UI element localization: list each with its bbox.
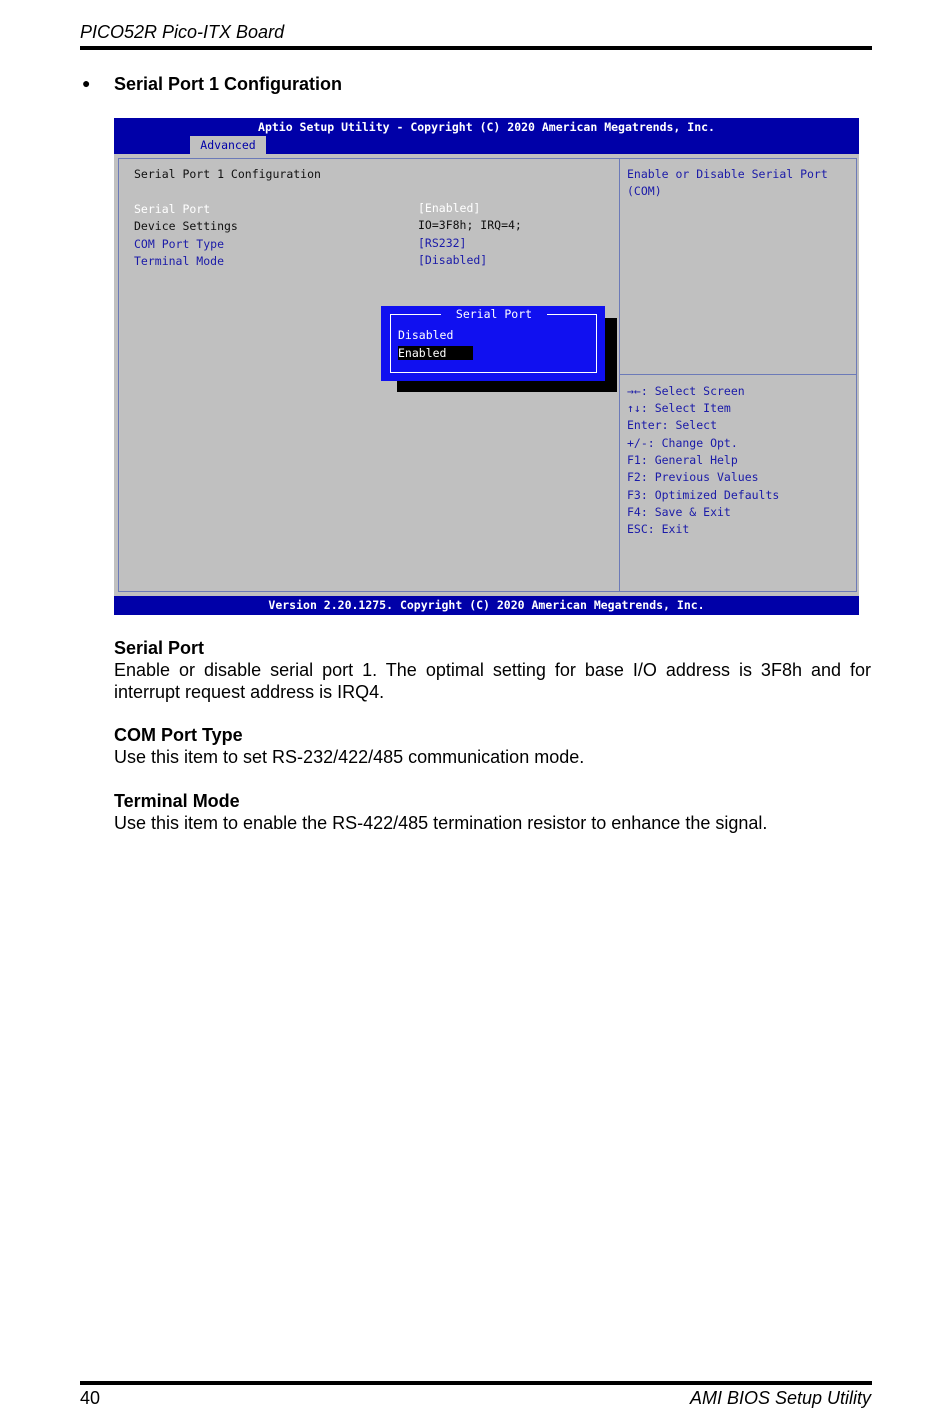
serial-port-popup[interactable]: [381, 306, 605, 381]
bios-bottom-bar: [114, 596, 859, 615]
page-number: 40: [80, 1388, 101, 1408]
setting-terminal-mode-value[interactable]: [Disabled]: [418, 253, 488, 267]
bios-horizontal-divider: [620, 374, 856, 375]
key-hint-enter: Enter: Select: [627, 418, 718, 432]
desc-text-com-port-type: Use this item to set RS-232/422/485 communication mode.: [114, 747, 585, 767]
page-header: PICO52R Pico-ITX Board: [80, 22, 285, 42]
popup-title: Serial Port: [441, 307, 547, 321]
setting-terminal-mode-label[interactable]: Terminal Mode: [134, 254, 225, 268]
bios-version-text: Version 2.20.1275. Copyright (C) 2020 American Megatrends, Inc.: [268, 598, 705, 612]
footer-rule: [80, 1381, 872, 1385]
key-hint-f1: F1: General Help: [627, 453, 738, 467]
key-hint-select-screen: →←: Select Screen: [627, 384, 745, 398]
desc-heading-serial-port: Serial Port: [114, 638, 205, 658]
setting-device-settings-label: Device Settings: [134, 219, 238, 233]
key-hint-esc: ESC: Exit: [627, 522, 690, 536]
key-hint-change-opt: +/-: Change Opt.: [627, 436, 738, 450]
desc-text-terminal-mode: Use this item to enable the RS-422/485 termination resistor to enhance the signal.: [114, 813, 768, 833]
setting-serial-port-value[interactable]: [Enabled]: [418, 201, 481, 215]
bullet-icon: ●: [82, 75, 91, 91]
help-text-line-1: Enable or Disable Serial Port: [627, 167, 828, 181]
key-hint-select-item: ↑↓: Select Item: [627, 401, 731, 415]
setting-device-settings-value: IO=3F8h; IRQ=4;: [418, 218, 522, 232]
help-text-line-2: (COM): [627, 184, 662, 198]
bios-screenshot: [114, 118, 859, 615]
tab-advanced[interactable]: Advanced: [190, 136, 266, 154]
key-hint-f3: F3: Optimized Defaults: [627, 488, 780, 502]
desc-text-serial-port: Enable or disable serial port 1. The optimal setting for base I/O address is 3F8h and for interrupt request address is IRQ4.: [114, 660, 871, 702]
popup-option-disabled[interactable]: Disabled: [398, 328, 454, 342]
popup-option-enabled[interactable]: Enabled: [398, 346, 473, 360]
popup-frame: [390, 314, 597, 373]
footer-title: AMI BIOS Setup Utility: [689, 1388, 871, 1408]
desc-heading-com-port-type: COM Port Type: [114, 725, 243, 745]
key-hint-f4: F4: Save & Exit: [627, 505, 731, 519]
setting-com-port-type-value[interactable]: [RS232]: [418, 236, 467, 250]
bios-top-title: Aptio Setup Utility - Copyright (C) 2020 American Megatrends, Inc.: [258, 120, 715, 134]
setting-serial-port-label[interactable]: Serial Port: [134, 202, 211, 216]
header-rule: [80, 46, 872, 50]
section-title: [82, 74, 342, 95]
section-title-text: Serial Port 1 Configuration: [114, 74, 343, 94]
bios-top-bar: [114, 118, 859, 154]
bios-screen-title: Serial Port 1 Configuration: [134, 167, 321, 181]
desc-heading-terminal-mode: Terminal Mode: [114, 791, 240, 811]
key-hint-f2: F2: Previous Values: [627, 470, 759, 484]
setting-com-port-type-label[interactable]: COM Port Type: [134, 237, 225, 251]
bios-vertical-divider: [619, 158, 620, 592]
